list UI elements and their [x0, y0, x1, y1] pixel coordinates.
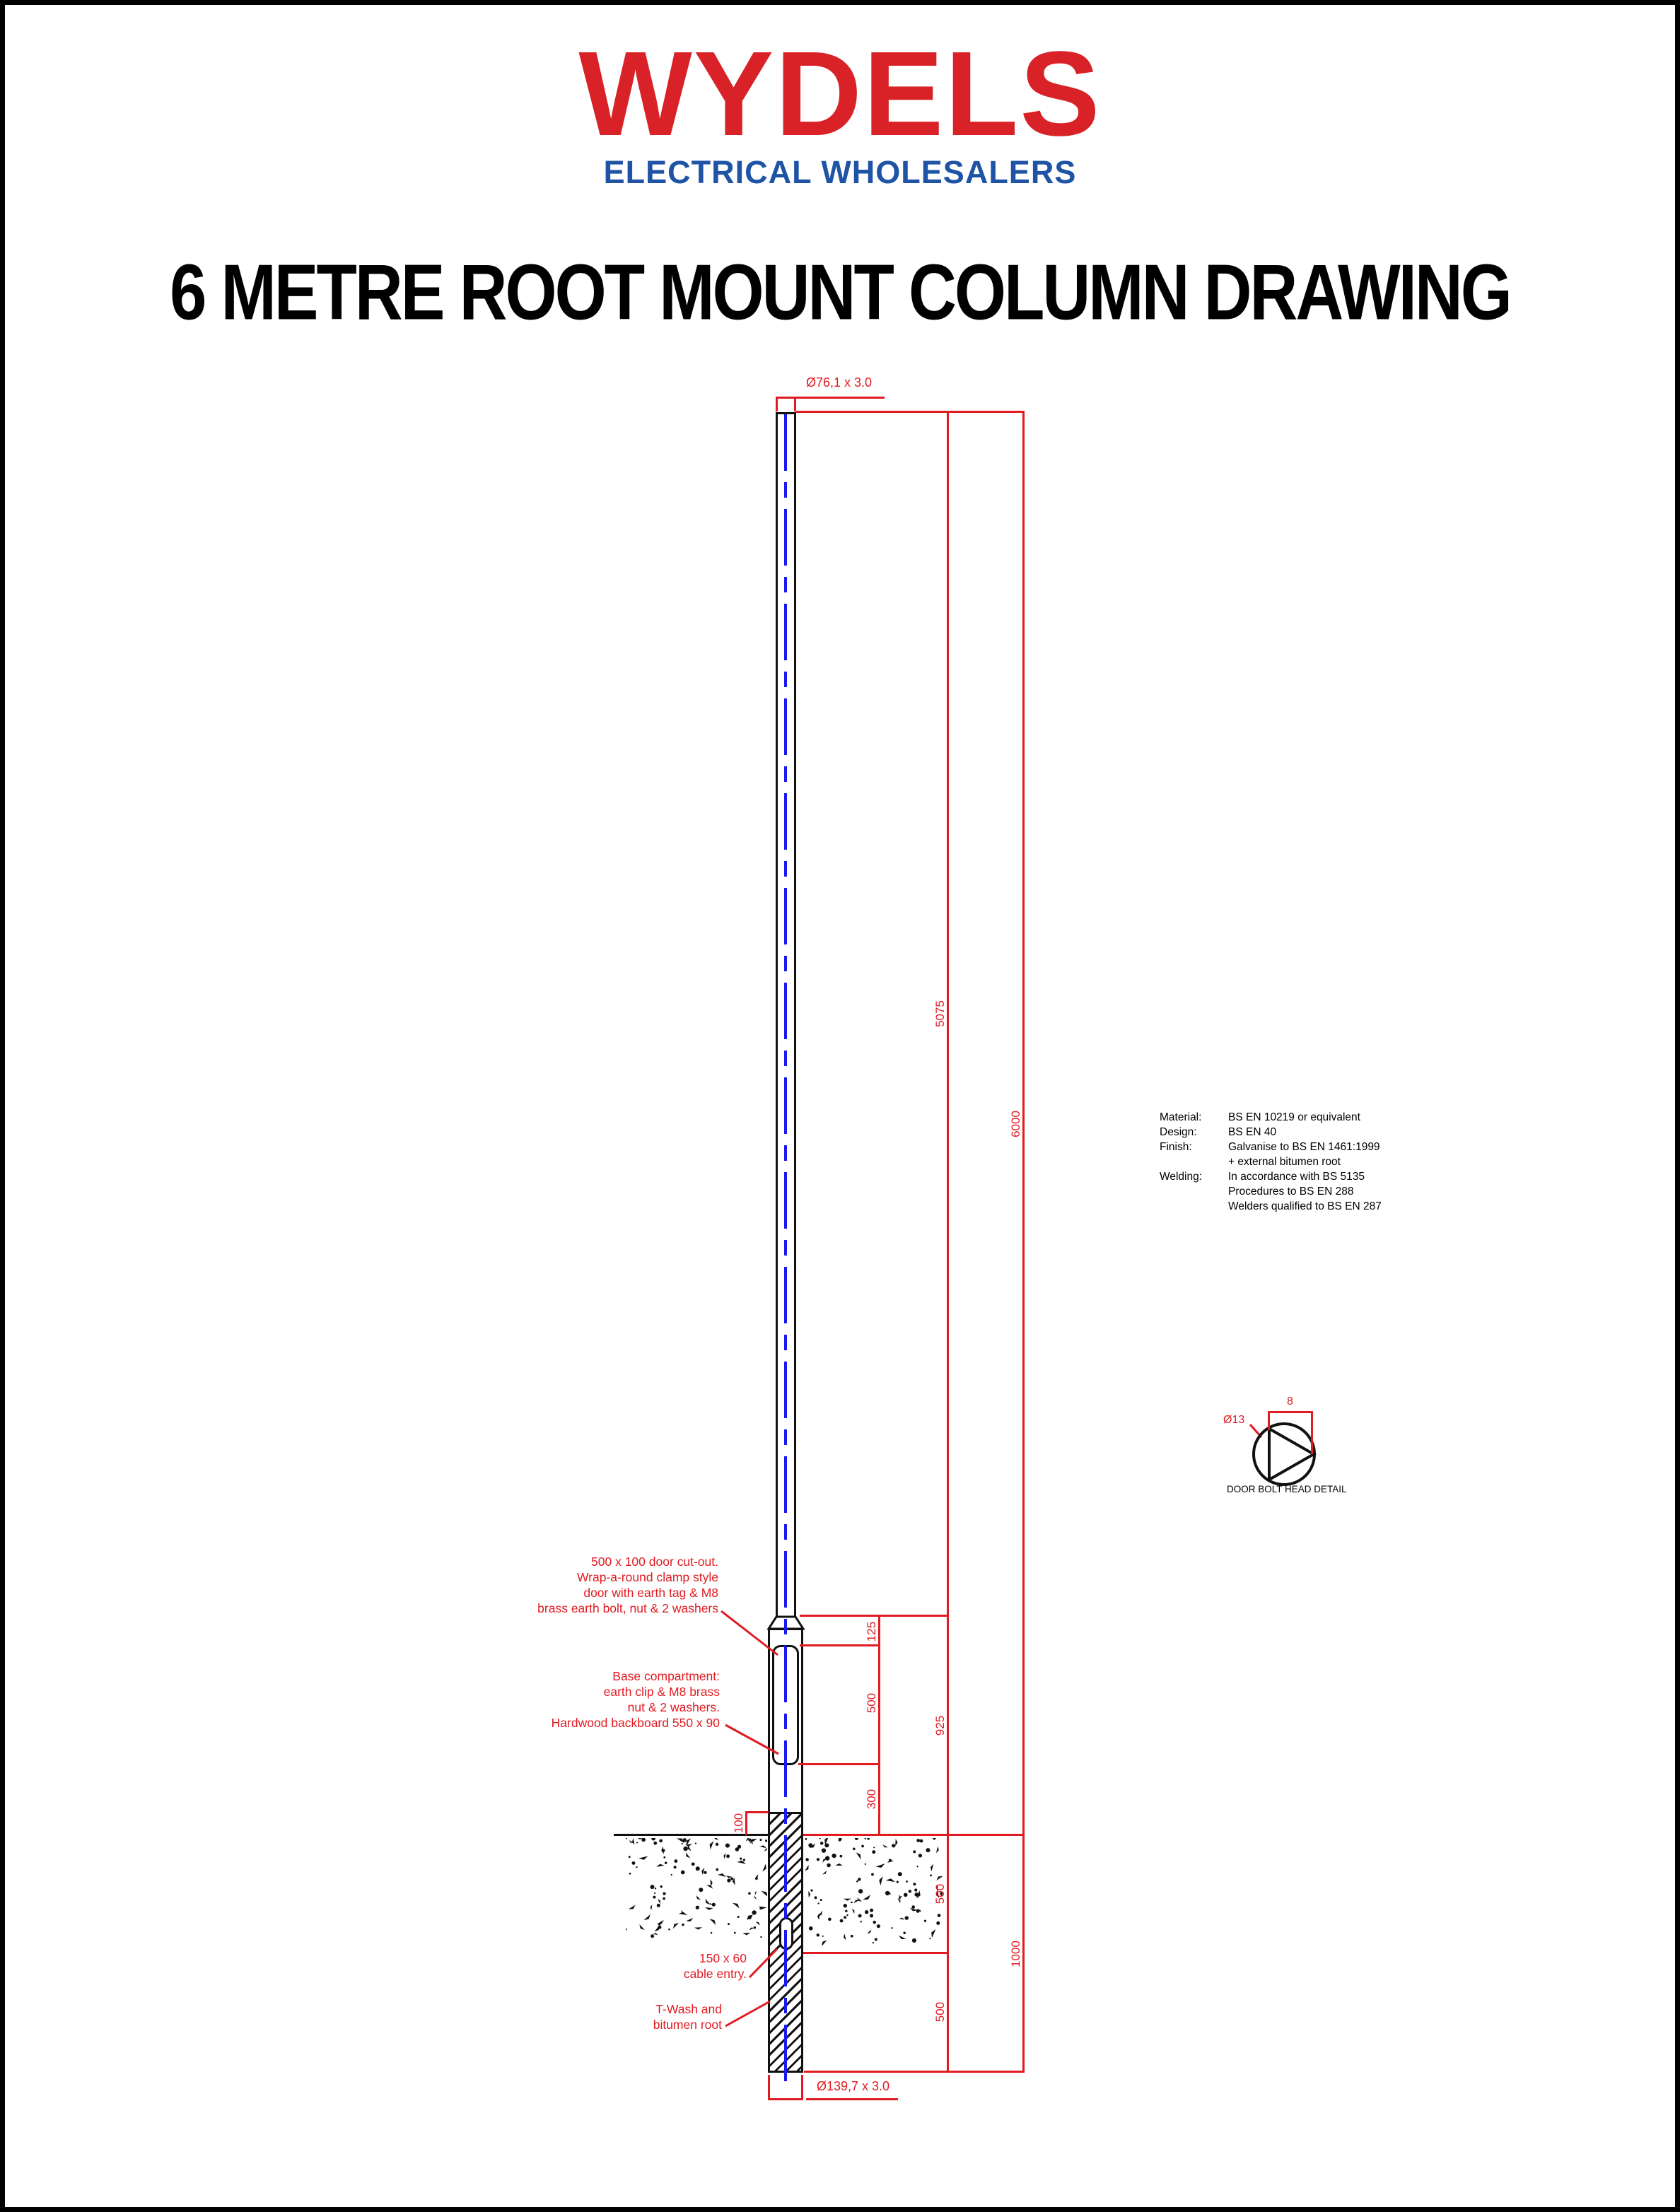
spec-row-finish: [1160, 1140, 1382, 1169]
spec-row-design: [1160, 1125, 1382, 1140]
spec-label: Material:: [1160, 1111, 1202, 1123]
spec-label: Design:: [1160, 1126, 1197, 1138]
spec-value: Galvanise to BS EN 1461:1999 + external bitumen root: [1228, 1141, 1380, 1168]
base-compartment-note: Base compartment: earth clip & M8 brass nut & 2 washers. Hardwood backboard 550 x 90: [551, 1669, 720, 1730]
dim-label-300: 300: [865, 1789, 878, 1810]
dim-label-100: 100: [732, 1813, 745, 1834]
spec-value: BS EN 10219 or equivalent: [1228, 1111, 1360, 1123]
dim-label-top-diameter: Ø76,1 x 3.0: [806, 375, 873, 390]
dim-label-500-root-upper: 500: [933, 1883, 947, 1904]
dim-label-500-door: 500: [865, 1692, 878, 1714]
bolt-dim-8-label: 8: [1287, 1395, 1293, 1408]
spec-row-material: [1160, 1110, 1382, 1125]
dim-label-500-root-lower: 500: [933, 2001, 947, 2023]
page-title: 6 METRE ROOT MOUNT COLUMN DRAWING: [170, 248, 1510, 337]
spec-value: In accordance with BS 5135 Procedures to BS EN 288 Welders qualified to BS EN 287: [1228, 1171, 1382, 1212]
logo-wordmark: WYDELS: [578, 27, 1102, 161]
bolt-dim-8-line: [1268, 1411, 1313, 1413]
spec-block: [1160, 1110, 1382, 1214]
dim-label-bottom-diameter: Ø139,7 x 3.0: [817, 2079, 890, 2093]
dim-label-1000: 1000: [1009, 1941, 1022, 1967]
spec-label: Welding:: [1160, 1171, 1203, 1183]
bolt-dim-13-label: Ø13: [1223, 1414, 1245, 1426]
spec-row-welding: [1160, 1169, 1382, 1214]
dim-label-6000: 6000: [1009, 1111, 1022, 1137]
spec-value: BS EN 40: [1228, 1126, 1277, 1138]
root-finish-note: T-Wash and bitumen root: [653, 2002, 722, 2032]
spec-label: Finish:: [1160, 1141, 1192, 1153]
bolt-detail-caption: DOOR BOLT HEAD DETAIL: [1227, 1484, 1347, 1494]
dim-label-5075: 5075: [933, 1000, 947, 1027]
door-cutout-note: 500 x 100 door cut-out. Wrap-a-round clamp style door with earth tag & M8 brass earth bolt, nut & 2 washers: [537, 1555, 718, 1615]
bolt-circle: [1254, 1424, 1314, 1485]
dim-label-925: 925: [933, 1715, 947, 1736]
bolt-head-detail-drawing: [1252, 1422, 1318, 1488]
cable-entry-note: 150 x 60 cable entry.: [683, 1951, 747, 1981]
logo-subtitle: ELECTRICAL WHOLESALERS: [603, 154, 1077, 190]
bolt-dim-8-left: [1268, 1411, 1270, 1430]
dim-label-125: 125: [865, 1621, 878, 1642]
bolt-dim-8-right: [1311, 1411, 1313, 1454]
